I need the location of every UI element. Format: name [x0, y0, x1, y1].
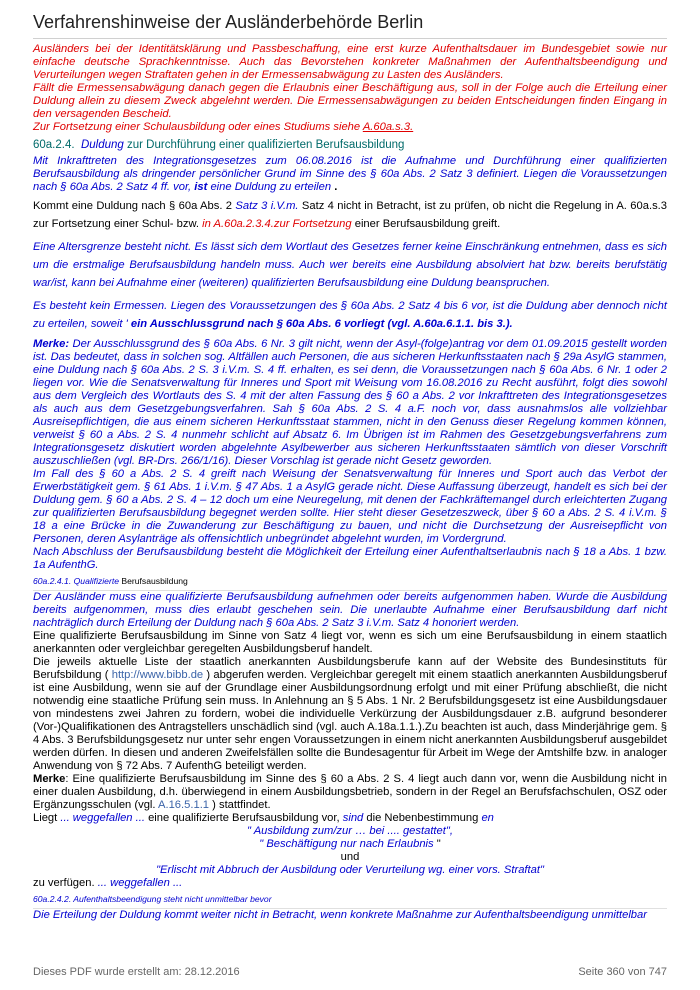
merke-text: Der Ausschlussgrund des § 60a Abs. 6 Nr. 3 gilt nicht, wenn der Asyl-(folge)antrag vor dem 01.09.2015 gestellt worden ist. Das bedeutet, dass in solchen sog. Altfällen auch Personen, die aus sicheren Herkunftsstaaten nach § 29a AsylG stammen, eine Duldung nach § 60a Abs. 2 S. 3 i.V.m. S. 4 ff. erhalten, es sei denn, die Voraussetzungen nach § 60a Abs. 6 Nr. 1 oder 2 liegen vor. Wie die Senatsverwaltung für Inneres und Sport mit Weisung vom 16.08.2016 zu Recht ausführt, folgt dies sowohl aus dem Vergleich des Wortlauts des S. 4 mit der alten Fassung des § 60 a Abs. 2 vor Inkrafttreten des Integrationsgesetzes als auch aus dem Gesetzgebungsverfahren. Sah § 60a Abs. 2 S. 4 a.F. noch vor, dass ausnahmslos alle vollziehbar Ausreisepflichtigen, die aus einem sicheren Herkunftsstaat stammen, nicht in den Genuss dieser Regelung kommen können, verweist § 60 a Abs. 2 S. 4 nunmehr schlicht auf Absatz 6. Im Übrigen ist im Rahmen des Gesetzgebungsverfahrens zum Integrationsgesetz diskutiert worden abgelehnte Asylbewerber aus sicheren Herkunftsstaaten sämtlich von dieser Vorschrift auszuschließen (vgl. BR-Drs. 266/1/16). Dieser Vorschlag ist gerade nicht Gesetz geworden. [33, 338, 667, 467]
p4-text-a: Es besteht kein Ermessen. Liegen des Voraussetzungen des § 60a Abs. 2 Satz 4 bis 6 vor, ist die Duldung aber dennoch nicht zu erteilen, soweit ' [33, 300, 667, 330]
intro-text-c: eine Duldung zu erteilen [207, 181, 335, 193]
paragraph-merke-ausschlussgrund [33, 338, 667, 468]
subsection-name: Berufsausbildung [119, 576, 188, 586]
condition-2-quote: " [433, 838, 441, 850]
subsection-heading-60a-2-4-2 [33, 892, 667, 906]
paragraph-bibb [33, 656, 667, 773]
document-page [33, 10, 667, 922]
paragraph-altersgrenze: Eine Altersgrenze besteht nicht. Es lässt sich dem Wortlaut des Gesetzes ferner keine Einschränkung entnehmen, dass es sich um die erstmalige Berufsausbildung handeln muss. Auch wer bereits eine Ausbildung absolviert hat bzw. bereits berufstätig war/ist, kann bei Aufnahme einer (weiteren) qualifizierten Berufsausbildung eine Duldung beanspruchen. [33, 241, 667, 289]
p2-text-e: einer Berufsausbildung greift. [351, 218, 501, 230]
section-heading-60a-2-4 [33, 137, 667, 154]
paragraph-aufnahme: Der Ausländer muss eine qualifizierte Berufsausbildung aufnehmen oder bereits aufgenommen haben. Wurde die Ausbildung bereits aufgenommen, muss dies erlaubt geschehen sein. Die unerlaubte Aufnahme einer Berufsausbildung darf nicht nachträglich durch Erteilung der Duldung nach § 60a Abs. 2 Satz 3 i.V.m. Satz 4 honoriert werden. [33, 591, 667, 629]
p2-text-d: in A.60a.2.3.4.zur Fortsetzung [202, 218, 352, 230]
intro-text-a: Mit Inkrafttreten des Integrationsgesetzes zum 06.08.2016 ist die Aufnahme und Durchführung einer qualifizierten Berufsausbildung als dringender persönlicher Grund im Sinne des § 60a Abs. 2 Satz 3 definiert. Liegen die Voraussetzungen nach § 60a Abs. 2 Satz 4 ff. vor, [33, 155, 667, 193]
verfuegen-text: zu verfügen. [33, 877, 98, 889]
paragraph-aufenthaltsbeendigung: Die Erteilung der Duldung kommt weiter nicht in Betracht, wenn konkrete Maßnahme zur Aufenthaltsbeendigung unmittelbar [33, 909, 647, 921]
paragraph-qualifizierte-def: Eine qualifizierte Berufsausbildung im Sinne von Satz 4 liegt vor, wenn es sich um eine Berufsausbildung in einem staatlich anerkannten oder vergleichbar geregelten Ausbildungsberuf handelt. [33, 630, 667, 655]
bibb-text-b: ) abgerufen werden. Vergleichbar geregelt mit einem staatlich anerkannten Ausbildungsberuf ist eine Ausbildung, wenn sie auf der Grundlage einer Ausbildungsordnung erfolgt und mit einer Prüfung abschließt, die nicht notwendig eine staatliche Prüfung sein muss. In Anlehnung an § 5 Abs. 1 Nr. 2 Berufsbildungsgesetz ist eine Ausbildungsdauer von mindestens zwei Jahren zu fordern, wobei die individuelle Verkürzung der Ausbildungsdauer z.B. aufgrund besonderer (Vor-)Qualifikationen des Antragstellers unschädlich sind (vgl. auch A.18a.1.1.).Zu beachten ist auch, dass Minderjährige gem. § 4 Abs. 3 Berufsbildungsgesetz nur unter sehr engen Voraussetzungen in einem nicht anerkannten Ausbildungsberuf ausgebildet werden dürfen. In diesen und anderen Zweifelsfällen sollte die Bundesagentur für Arbeit im Wege der Amtshilfe bzw. in analoger Anwendung von § 72 Abs. 7 AufenthG beteiligt werden. [33, 669, 667, 772]
bibb-text-a: Die jeweils aktuelle Liste der staatlich anerkannten Ausbildungsberufe kann auf der Website des Bundesinstituts für Berufsbildung ( [33, 656, 667, 681]
nb-text-a: Liegt [33, 812, 61, 824]
red-paragraph-1: Ausländers bei der Identitätsklärung und Passbeschaffung, eine erst kurze Aufenthaltsdauer im Bundesgebiet sowie nur einfache deutsche Sprachkenntnisse. Auch das Bevorstehen konkreter Maßnahmen der Aufenthaltsbeendigung und Verurteilungen wegen Straftaten gehen in der Ermessensabwägung zu Lasten des Ausländers. [33, 43, 667, 81]
p2-text-c: Satz 4 nicht in Betracht, ist zu prüfen, ob nicht die Regelung in A. 60a.s.3 zur Fortsetzung einer Schul- bzw. [33, 200, 667, 230]
red-paragraph-3-text: Zur Fortsetzung einer Schulausbildung oder eines Studiums siehe [33, 121, 363, 133]
paragraph-merke-dual [33, 773, 667, 812]
nb-text-c: eine qualifizierte Berufsausbildung vor, [144, 812, 343, 824]
nb-text-b: ... weggefallen ... [60, 812, 145, 824]
subsection-number: 60a.2.4.1. Qualifizierte [33, 576, 119, 586]
condition-line-1: " Ausbildung zum/zur … bei .... gestattet", [247, 825, 453, 837]
link-bibb[interactable]: http://www.bibb.de [111, 669, 204, 681]
intro-paragraph [33, 155, 667, 194]
subsection-heading-60a-2-4-1 [33, 574, 667, 588]
nb-text-f: en [481, 812, 494, 824]
paragraph-kein-ermessen [33, 297, 667, 333]
paragraph-duldung-check [33, 197, 667, 233]
merke-label-2: Merke [33, 773, 66, 785]
footer-created-date: Dieses PDF wurde erstellt am: 28.12.2016 [33, 966, 240, 978]
red-block [33, 43, 667, 134]
red-paragraph-3 [33, 121, 667, 134]
condition-line-2 [33, 838, 667, 851]
merke-dual-text-b: ) stattfindet. [209, 799, 271, 811]
condition-line-4: "Erlischt mit Abbruch der Ausbildung oder Verurteilung wg. einer vors. Straftat" [156, 864, 544, 876]
merke-label: Merke: [33, 338, 70, 350]
intro-text-d: . [334, 181, 338, 193]
condition-line-3: und [340, 851, 360, 863]
p2-text-a: Kommt eine Duldung nach § 60a Abs. 2 [33, 200, 236, 212]
paragraph-erwerbstaetigkeit: Im Fall des § 60 a Abs. 2 S. 4 greift nach Weisung der Senatsverwaltung für Inneres und Sport auch das Verbot der Erwerbstätigkeit gem. § 61 Abs. 1 i.V.m. § 47 Abs. 1 a AsylG gerade nicht. Diese Auffassung überzeugt, handelt es sich bei der Duldung gem. § 60 a Abs. 2 S. 4 – 12 doch um eine Neuregelung, mit denen der Fachkräftemangel durch erleichterten Zugang zur qualifizierten Berufsausbildung begegnet werden sollte. Hier steht dieser Gesetzeszweck, über § 60 a Abs. 2 S. 4 i.V.m. § 18 a eine Brücke in die Zuwanderung zur Beschäftigung zu bauen, und nicht die Durchsetzung der Ausreisepflicht von Personen, deren Asylanträge als offensichtlich unbegründet abgelehnt wurden, im Vordergrund. [33, 468, 667, 545]
paragraph-abschluss: Nach Abschluss der Berufsausbildung besteht die Möglichkeit der Erteilung einer Aufenthaltserlaubnis nach § 18 a Abs. 1 bzw. 1a AufenthG. [33, 546, 667, 571]
verfuegen-weggefallen: ... weggefallen ... [97, 877, 183, 889]
link-a16-5-1-1[interactable]: A.16.5.1.1 [158, 799, 210, 811]
footer-page-number: Seite 360 von 747 [578, 966, 667, 978]
paragraph-nebenbestimmung [33, 812, 667, 825]
merke-dual-text-a: : Eine qualifizierte Berufsausbildung im Sinne des § 60 a Abs. 2 S. 4 liegt auch dann vor, wenn die Ausbildung nicht in einer dualen Ausbildung, d.h. überwiegend in einem Ausbildungsbetrieb, sondern in der Regel an Berufsfachschulen, OSZ oder Ergänzungsschulen (vgl. [33, 773, 667, 811]
nb-text-e: die Nebenbestimmung [363, 812, 482, 824]
section-number: 60a.2.4. [33, 139, 75, 151]
subsection-2-caption: 60a.2.4.2. Aufenthaltsbeendigung steht nicht unmittelbar bevor [33, 894, 272, 904]
intro-text-bold: ist [194, 181, 208, 193]
condition-2-text: " Beschäftigung nur nach Erlaubnis [259, 838, 434, 850]
p4-text-bold: ein Ausschlussgrund nach § 60a Abs. 6 vorliegt (vgl. A.60a.6.1.1. bis 3.). [130, 318, 513, 330]
nb-text-d: sind [342, 812, 364, 824]
red-paragraph-2: Fällt die Ermessensabwägung danach gegen die Erlaubnis einer Beschäftigung aus, soll in der Folge auch die Erteilung einer Duldung allein zu diesem Zweck abgelehnt werden. Die Ermessensabwägungen zu beiden Entscheidungen finden Eingang in den versagenden Bescheid. [33, 82, 667, 120]
p2-text-b: Satz 3 i.V.m. [235, 200, 299, 212]
section-title-italic: Duldung [80, 139, 124, 151]
section-title-rest: zur Durchführung einer qualifizierten Berufsausbildung [123, 139, 405, 151]
link-a60a-s3[interactable]: A.60a.s.3. [362, 121, 414, 133]
page-footer [33, 966, 667, 978]
page-title: Verfahrenshinweise der Ausländerbehörde Berlin [33, 10, 667, 39]
paragraph-verfuegen [33, 877, 667, 890]
